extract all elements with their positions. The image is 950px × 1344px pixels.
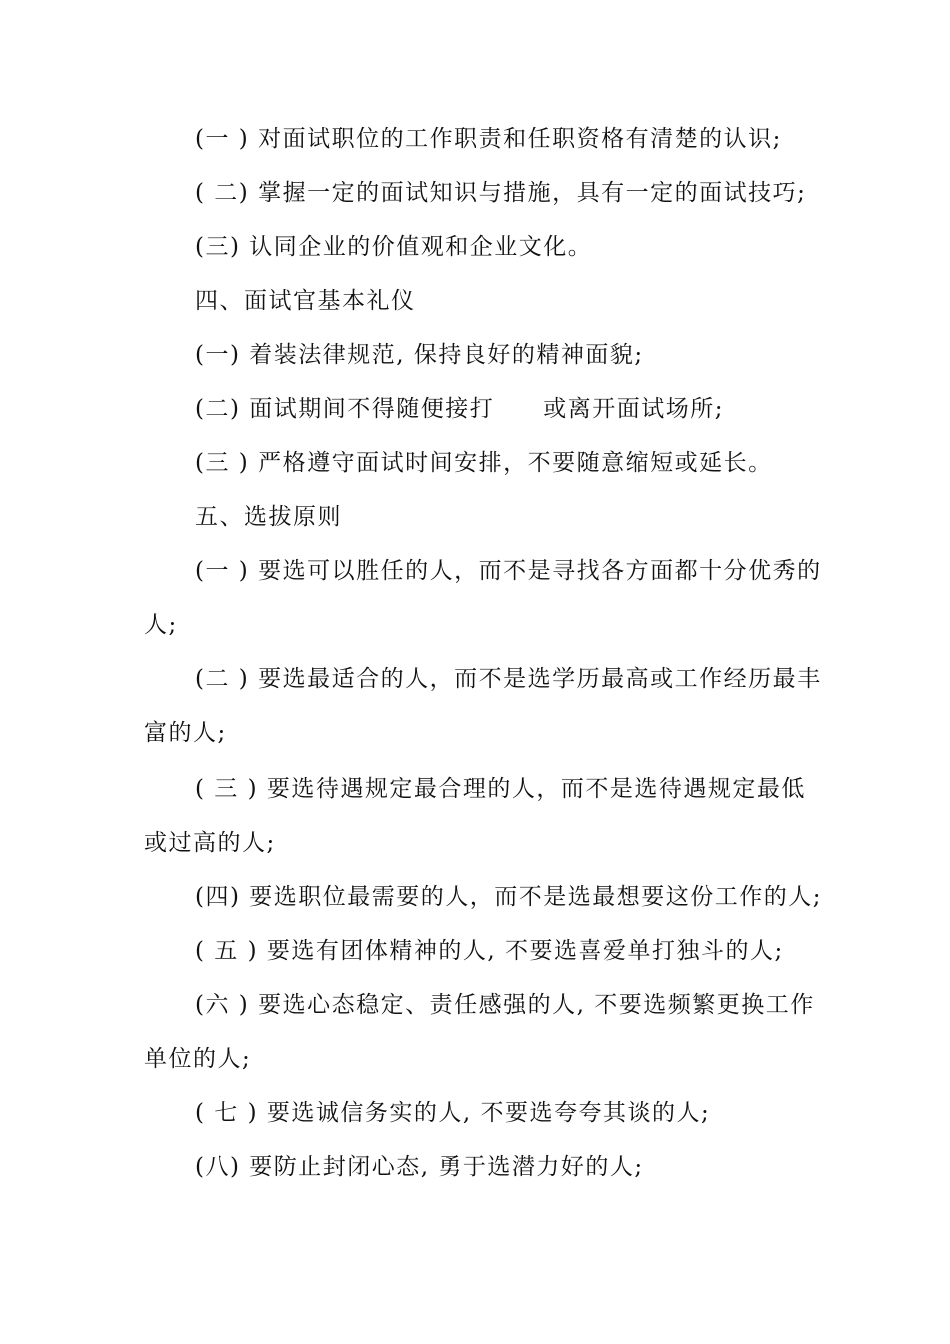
text-line-17: (六 ) 要选心态稳定、责任感强的人, 不要选频繁更换工作 [195,992,815,1018]
text-line-15: (四) 要选职位最需要的人，而不是选最想要这份工作的人; [195,884,823,910]
text-line-11: (二 ) 要选最适合的人，而不是选学历最高或工作经历最丰 [195,666,822,692]
text-line-6: (二) 面试期间不得随便接打 或离开面试场所; [195,396,725,422]
text-line-10: 人; [144,612,178,638]
section-heading-etiquette: 四、面试官基本礼仪 [195,288,416,314]
text-line-7: (三 ) 严格遵守面试时间安排，不要随意缩短或延长。 [195,450,773,476]
text-line-1: (一 ) 对面试职位的工作职责和任职资格有清楚的认识; [195,126,782,152]
text-line-3: (三) 认同企业的价值观和企业文化。 [195,234,593,260]
section-heading-principles: 五、选拔原则 [195,504,342,530]
text-line-12: 富的人; [144,720,227,746]
text-line-9: (一 ) 要选可以胜任的人，而不是寻找各方面都十分优秀的 [195,558,822,584]
text-line-20: (八) 要防止封闭心态, 勇于选潜力好的人; [195,1154,644,1180]
text-line-5: (一) 着装法律规范, 保持良好的精神面貌; [195,342,644,368]
text-line-13: ( 三 ) 要选待遇规定最合理的人，而不是选待遇规定最低 [195,776,806,802]
text-line-19: ( 七 ) 要选诚信务实的人, 不要选夸夸其谈的人; [195,1100,711,1126]
text-line-2: ( 二) 掌握一定的面试知识与措施，具有一定的面试技巧; [195,180,807,206]
text-line-18: 单位的人; [144,1046,252,1072]
text-line-14: 或过高的人; [144,830,276,856]
text-line-16: ( 五 ) 要选有团体精神的人, 不要选喜爱单打独斗的人; [195,938,784,964]
